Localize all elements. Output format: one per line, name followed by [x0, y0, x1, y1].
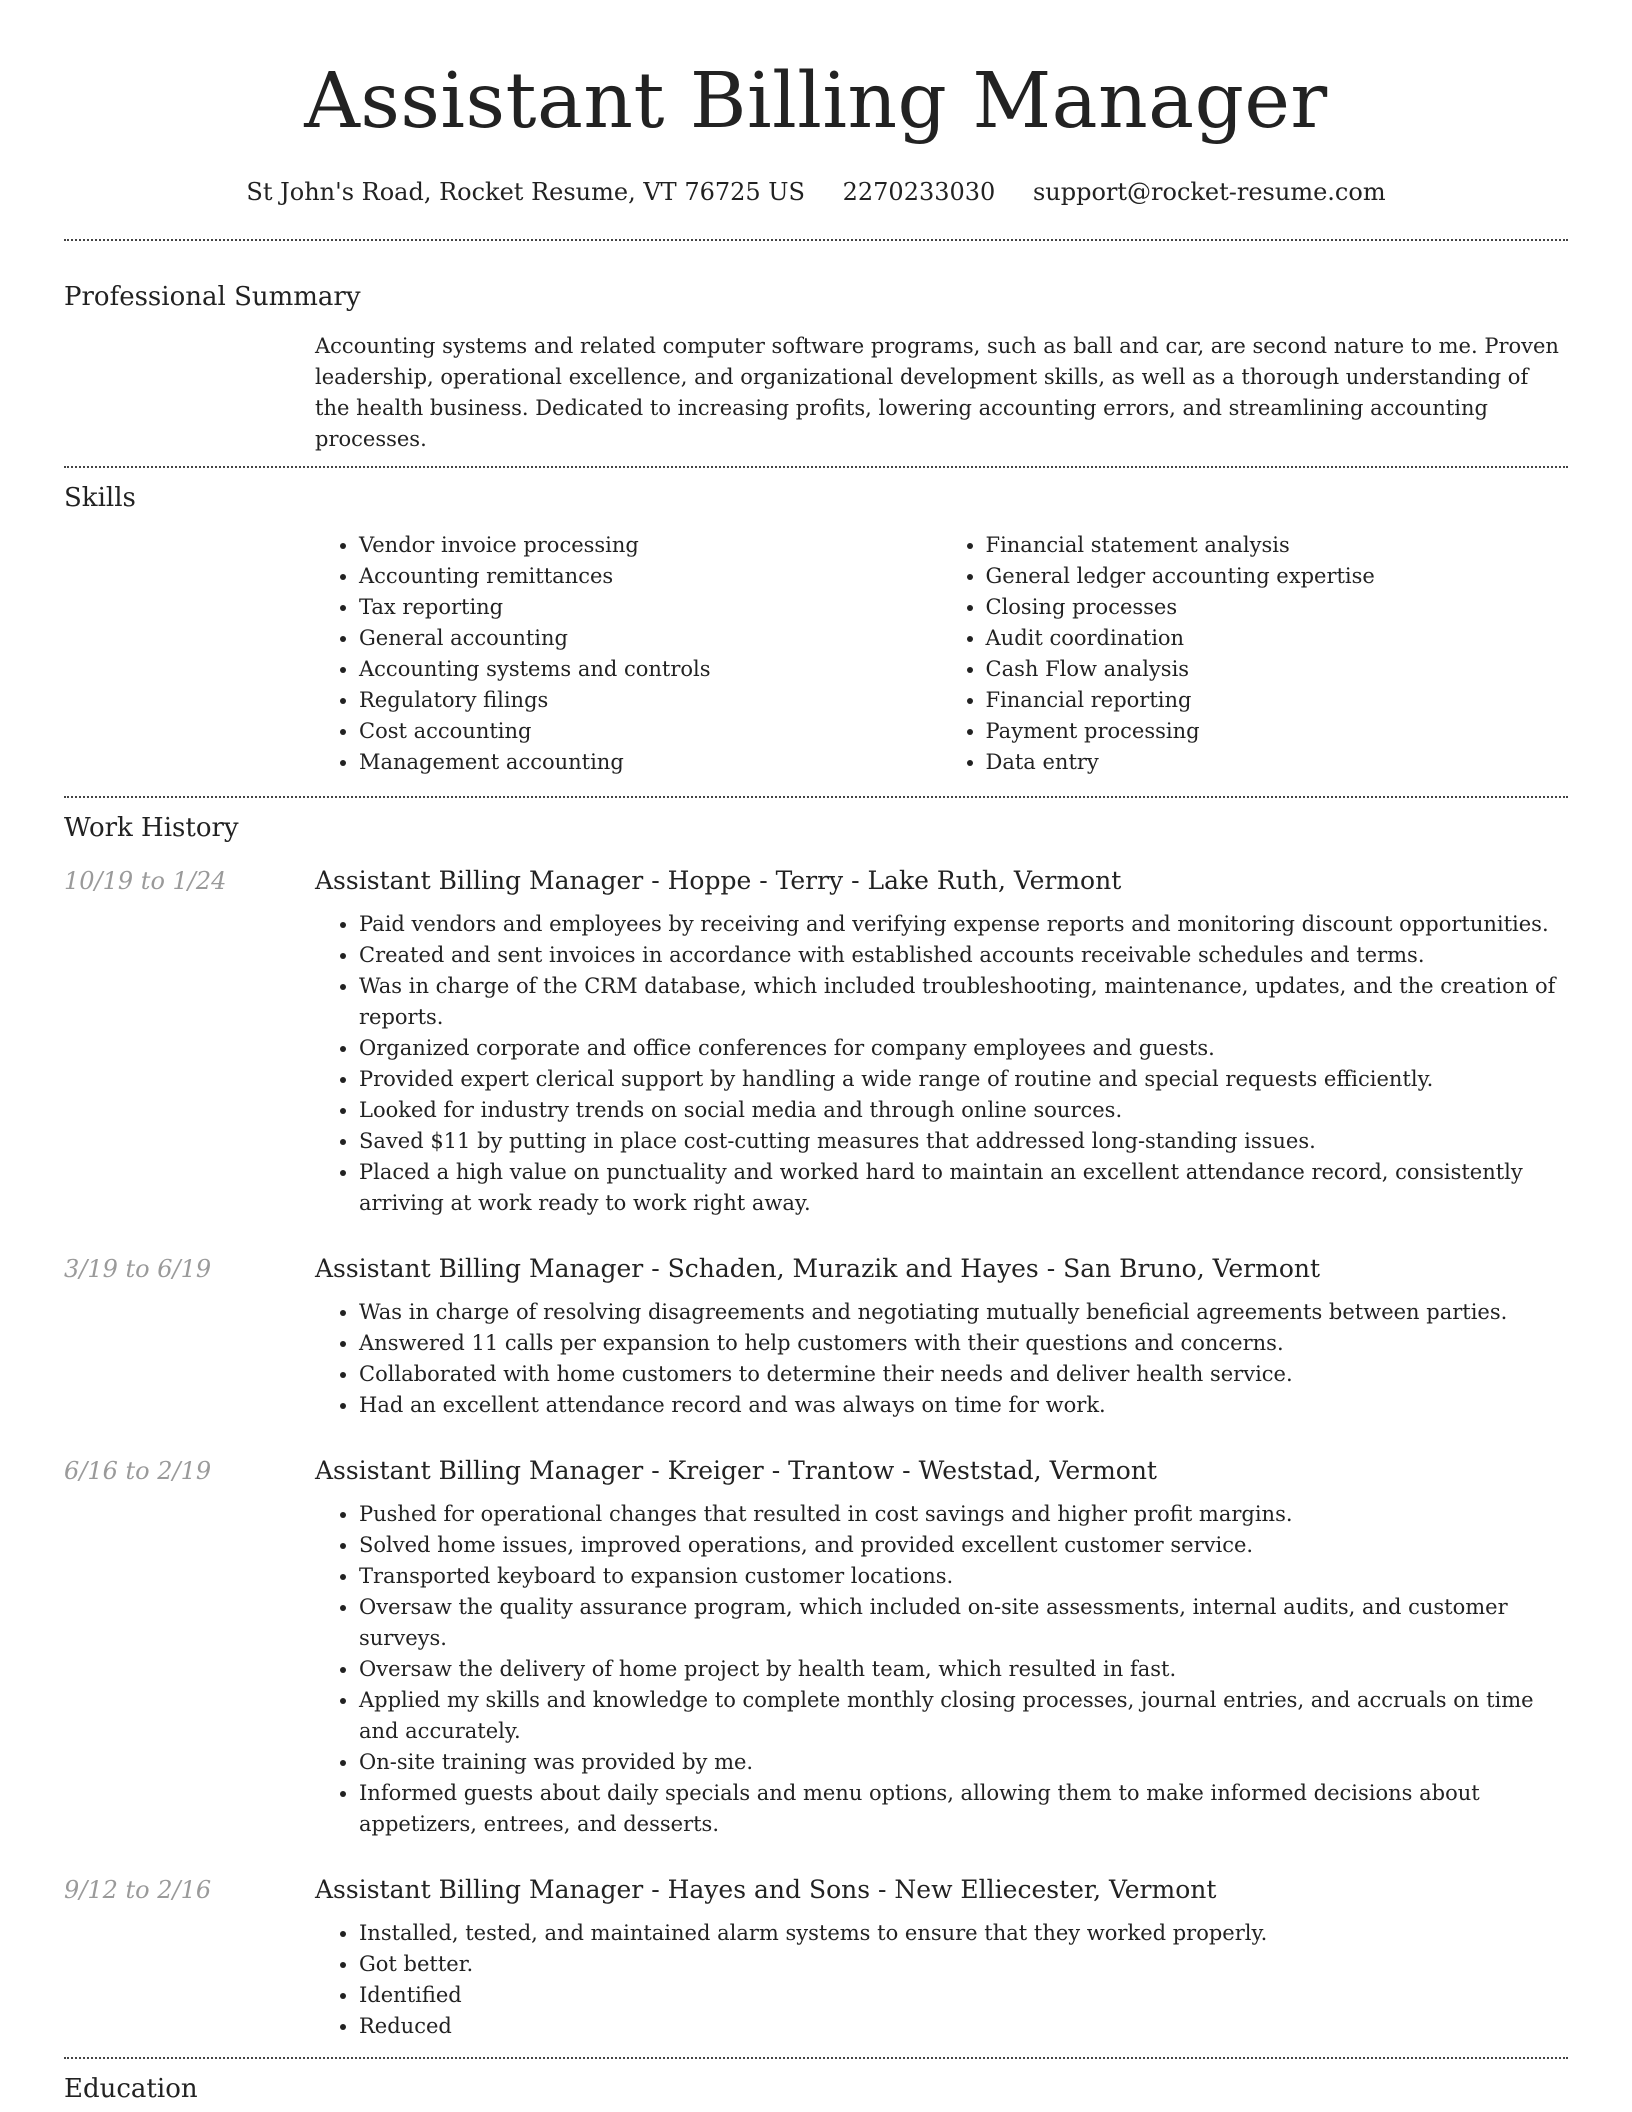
summary-title: Professional Summary — [64, 282, 361, 312]
job-entry — [0, 865, 1632, 1219]
job-bullet: • Installed, tested, and maintained alarm systems to ensure that they worked properly. — [359, 1918, 1568, 1949]
job-bullet: • Was in charge of the CRM database, which included troubleshooting, maintenance, updates, and the creation of reports. — [359, 971, 1568, 1033]
job-title: Assistant Billing Manager - Hayes and Sons - New Elliecester, Vermont — [315, 1875, 1217, 1904]
job-entry — [0, 1253, 1632, 1421]
job-entry — [0, 1874, 1632, 2042]
contact-line — [0, 176, 1632, 208]
job-bullet: • Collaborated with home customers to determine their needs and deliver health service. — [359, 1359, 1568, 1390]
job-bullet: • Informed guests about daily specials and menu options, allowing them to make informed decisions about appetizers, entrees, and desserts. — [359, 1778, 1568, 1840]
job-bullet: • Got better. — [359, 1949, 1568, 1980]
skill-item: • Regulatory filings — [359, 685, 942, 716]
resume-name: Assistant Billing Manager — [304, 57, 1328, 146]
skills-column-left — [315, 530, 942, 778]
job-bullet: • Pushed for operational changes that resulted in cost savings and higher profit margins. — [359, 1499, 1568, 1530]
skill-item: • Vendor invoice processing — [359, 530, 942, 561]
job-header — [64, 1455, 1568, 1487]
job-bullet: • Organized corporate and office conferences for company employees and guests. — [359, 1033, 1568, 1064]
address: St John's Road, Rocket Resume, VT 76725 US — [246, 178, 805, 206]
skill-item: • Payment processing — [986, 716, 1569, 747]
job-dates: 6/16 to 2/19 — [64, 1457, 212, 1485]
job-bullet: • Solved home issues, improved operations, and provided excellent customer service. — [359, 1530, 1568, 1561]
job-bullet: • Oversaw the delivery of home project by health team, which resulted in fast. — [359, 1654, 1568, 1685]
job-bullet: • Paid vendors and employees by receiving and verifying expense reports and monitoring discount opportunities. — [359, 909, 1568, 940]
job-dates: 3/19 to 6/19 — [64, 1255, 212, 1283]
skill-item: • Closing processes — [986, 592, 1569, 623]
education-title: Education — [64, 2074, 198, 2104]
skill-item: • Data entry — [986, 747, 1569, 778]
job-bullet: • Transported keyboard to expansion customer locations. — [359, 1561, 1568, 1592]
job-bullet: • Looked for industry trends on social media and through online sources. — [359, 1095, 1568, 1126]
job-dates: 9/12 to 2/16 — [64, 1876, 212, 1904]
job-bullet: • Saved $11 by putting in place cost-cutting measures that addressed long-standing issues. — [359, 1126, 1568, 1157]
skill-item: • Accounting systems and controls — [359, 654, 942, 685]
job-bullet: • Placed a high value on punctuality and worked hard to maintain an excellent attendance record, consistently arriving at work ready to work right away. — [359, 1157, 1568, 1219]
divider — [64, 2057, 1568, 2059]
job-bullet: • Oversaw the quality assurance program, which included on-site assessments, internal audits, and customer surveys. — [359, 1592, 1568, 1654]
skill-item: • General ledger accounting expertise — [986, 561, 1569, 592]
email: support@rocket-resume.com — [1032, 178, 1386, 206]
job-header — [64, 865, 1568, 897]
skill-item: • Tax reporting — [359, 592, 942, 623]
job-dates: 10/19 to 1/24 — [64, 867, 227, 895]
job-bullet: • Created and sent invoices in accordance with established accounts receivable schedules and terms. — [359, 940, 1568, 971]
work-history-list — [0, 865, 1632, 2042]
job-header — [64, 1253, 1568, 1285]
job-bullet-list — [315, 1918, 1568, 2042]
job-bullet-list — [315, 1297, 1568, 1421]
job-bullet: • Was in charge of resolving disagreements and negotiating mutually beneficial agreements between parties. — [359, 1297, 1568, 1328]
skill-item: • Management accounting — [359, 747, 942, 778]
job-bullet-list — [315, 909, 1568, 1219]
job-title: Assistant Billing Manager - Hoppe - Terry - Lake Ruth, Vermont — [315, 866, 1122, 895]
job-bullet: • Applied my skills and knowledge to complete monthly closing processes, journal entries, and accruals on time and accurately. — [359, 1685, 1568, 1747]
divider — [64, 466, 1568, 468]
job-bullet-list — [315, 1499, 1568, 1840]
skill-item: • Cash Flow analysis — [986, 654, 1569, 685]
skills-list — [315, 530, 1568, 778]
job-header — [64, 1874, 1568, 1906]
skills-column-right — [942, 530, 1569, 778]
job-title: Assistant Billing Manager - Schaden, Murazik and Hayes - San Bruno, Vermont — [315, 1254, 1321, 1283]
job-bullet: • Had an excellent attendance record and was always on time for work. — [359, 1390, 1568, 1421]
job-bullet: • Identified — [359, 1980, 1568, 2011]
summary-text: Accounting systems and related computer software programs, such as ball and car, are second nature to me. Proven leadership, operational excellence, and organizational development skills, as well as a thorough understanding of the health business. Dedicated to increasing profits, lowering accounting errors, and streamlining accounting processes. — [315, 334, 1559, 451]
skill-item: • General accounting — [359, 623, 942, 654]
job-bullet: • On-site training was provided by me. — [359, 1747, 1568, 1778]
skill-item: • Accounting remittances — [359, 561, 942, 592]
skill-item: • Financial statement analysis — [986, 530, 1569, 561]
skill-item: • Financial reporting — [986, 685, 1569, 716]
skill-item: • Cost accounting — [359, 716, 942, 747]
work-history-title: Work History — [64, 813, 239, 843]
job-bullet: • Reduced — [359, 2011, 1568, 2042]
job-title: Assistant Billing Manager - Kreiger - Trantow - Weststad, Vermont — [315, 1456, 1157, 1485]
phone: 2270233030 — [842, 178, 996, 206]
job-bullet: • Provided expert clerical support by handling a wide range of routine and special requests efficiently. — [359, 1064, 1568, 1095]
skills-title: Skills — [64, 483, 136, 513]
job-bullet: • Answered 11 calls per expansion to help customers with their questions and concerns. — [359, 1328, 1568, 1359]
job-entry — [0, 1455, 1632, 1840]
skill-item: • Audit coordination — [986, 623, 1569, 654]
divider — [64, 796, 1568, 798]
divider — [64, 239, 1568, 241]
